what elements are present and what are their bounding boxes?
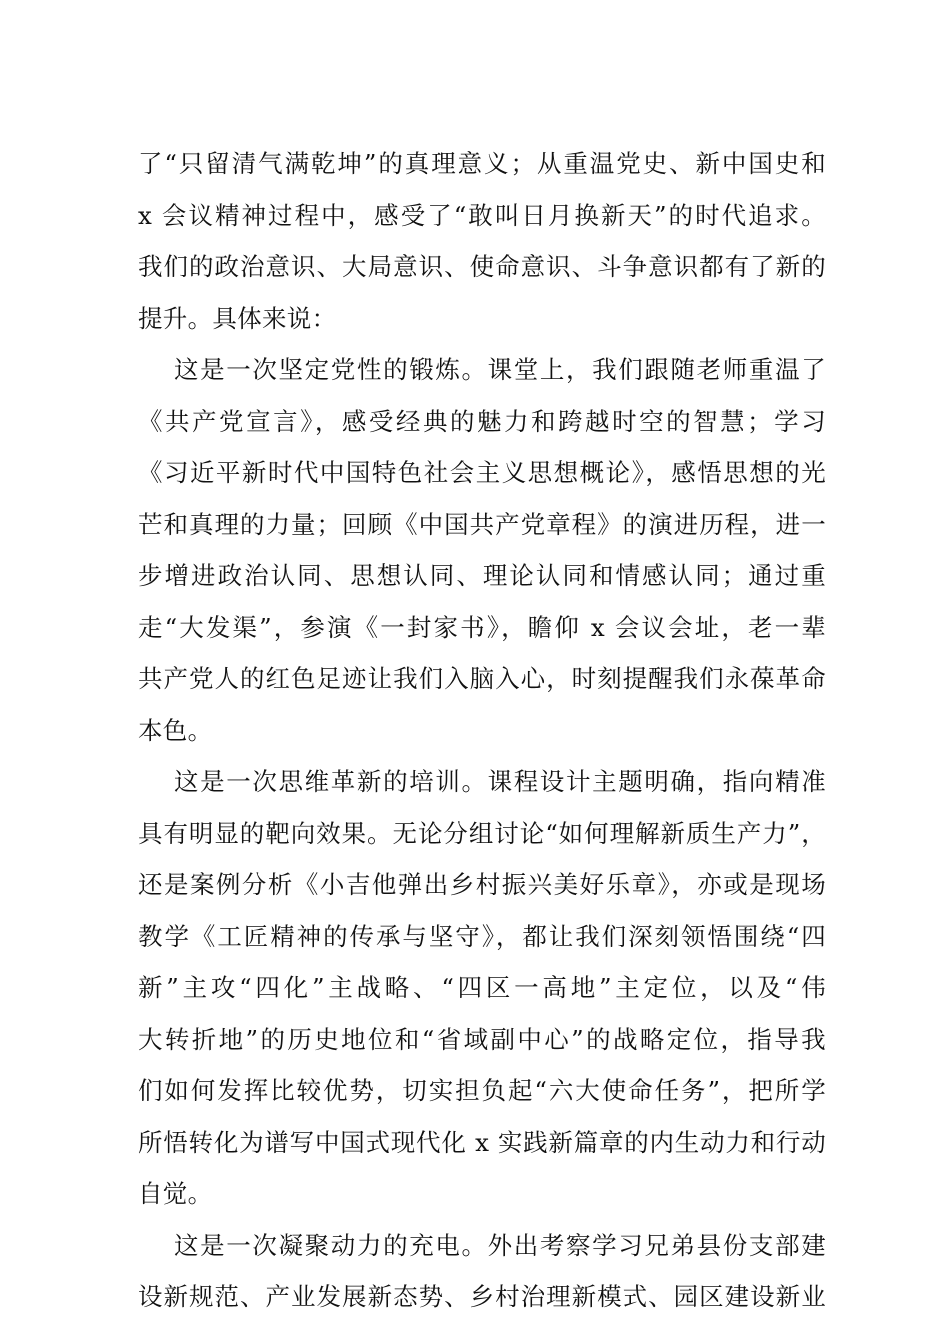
- text-line-9: 步增进政治认同、思想认同、理论认同和情感认同；通过重: [138, 561, 826, 590]
- text-line-1: 了“只留清气满乾坤”的真理意义；从重温党史、新中国史和: [138, 149, 826, 178]
- text-line-23: 设新规范、产业发展新态势、乡村治理新模式、园区建设新业: [138, 1282, 826, 1311]
- text-line-14: 具有明显的靶向效果。无论分组讨论“如何理解新质生产力”，: [138, 818, 826, 848]
- text-line-3: 我们的政治意识、大局意识、使命意识、斗争意识都有了新的: [138, 252, 826, 281]
- text-line-4: 提升。具体来说：: [138, 303, 337, 333]
- text-line-11: 共产党人的红色足迹让我们入脑入心，时刻提醒我们永葆革命: [138, 664, 826, 693]
- text-line-15: 还是案例分析《小吉他弹出乡村振兴美好乐章》，亦或是现场: [138, 870, 826, 899]
- body-text: [138, 138, 826, 1323]
- text-line-8: 芒和真理的力量；回顾《中国共产党章程》的演进历程，进一: [138, 509, 826, 539]
- text-line-10: 走“大发渠”，参演《一封家书》，瞻仰 x 会议会址，老一辈: [138, 612, 826, 642]
- text-line-5: 这是一次坚定党性的锻炼。课堂上，我们跟随老师重温了: [174, 355, 826, 384]
- text-line-17: 新”主攻“四化”主战略、“四区一高地”主定位，以及“伟: [138, 973, 826, 1002]
- text-line-12: 本色。: [138, 715, 213, 745]
- text-line-2: x 会议精神过程中，感受了“敢叫日月换新天”的时代追求。: [138, 200, 826, 230]
- text-line-19: 们如何发挥比较优势，切实担负起“六大使命任务”，把所学: [138, 1076, 826, 1105]
- text-line-13: 这是一次思维革新的培训。课程设计主题明确，指向精准: [174, 767, 826, 796]
- text-line-7: 《习近平新时代中国特色社会主义思想概论》，感悟思想的光: [138, 458, 826, 487]
- text-line-16: 教学《工匠精神的传承与坚守》，都让我们深刻领悟围绕“四: [138, 921, 826, 951]
- text-line-6: 《共产党宣言》，感受经典的魅力和跨越时空的智慧；学习: [138, 406, 826, 436]
- text-line-20: 所悟转化为谱写中国式现代化 x 实践新篇章的内生动力和行动: [138, 1127, 826, 1157]
- text-line-22: 这是一次凝聚动力的充电。外出考察学习兄弟县份支部建: [174, 1230, 826, 1260]
- text-line-21: 自觉。: [138, 1179, 213, 1208]
- text-line-18: 大转折地”的历史地位和“省域副中心”的战略定位，指导我: [138, 1024, 826, 1054]
